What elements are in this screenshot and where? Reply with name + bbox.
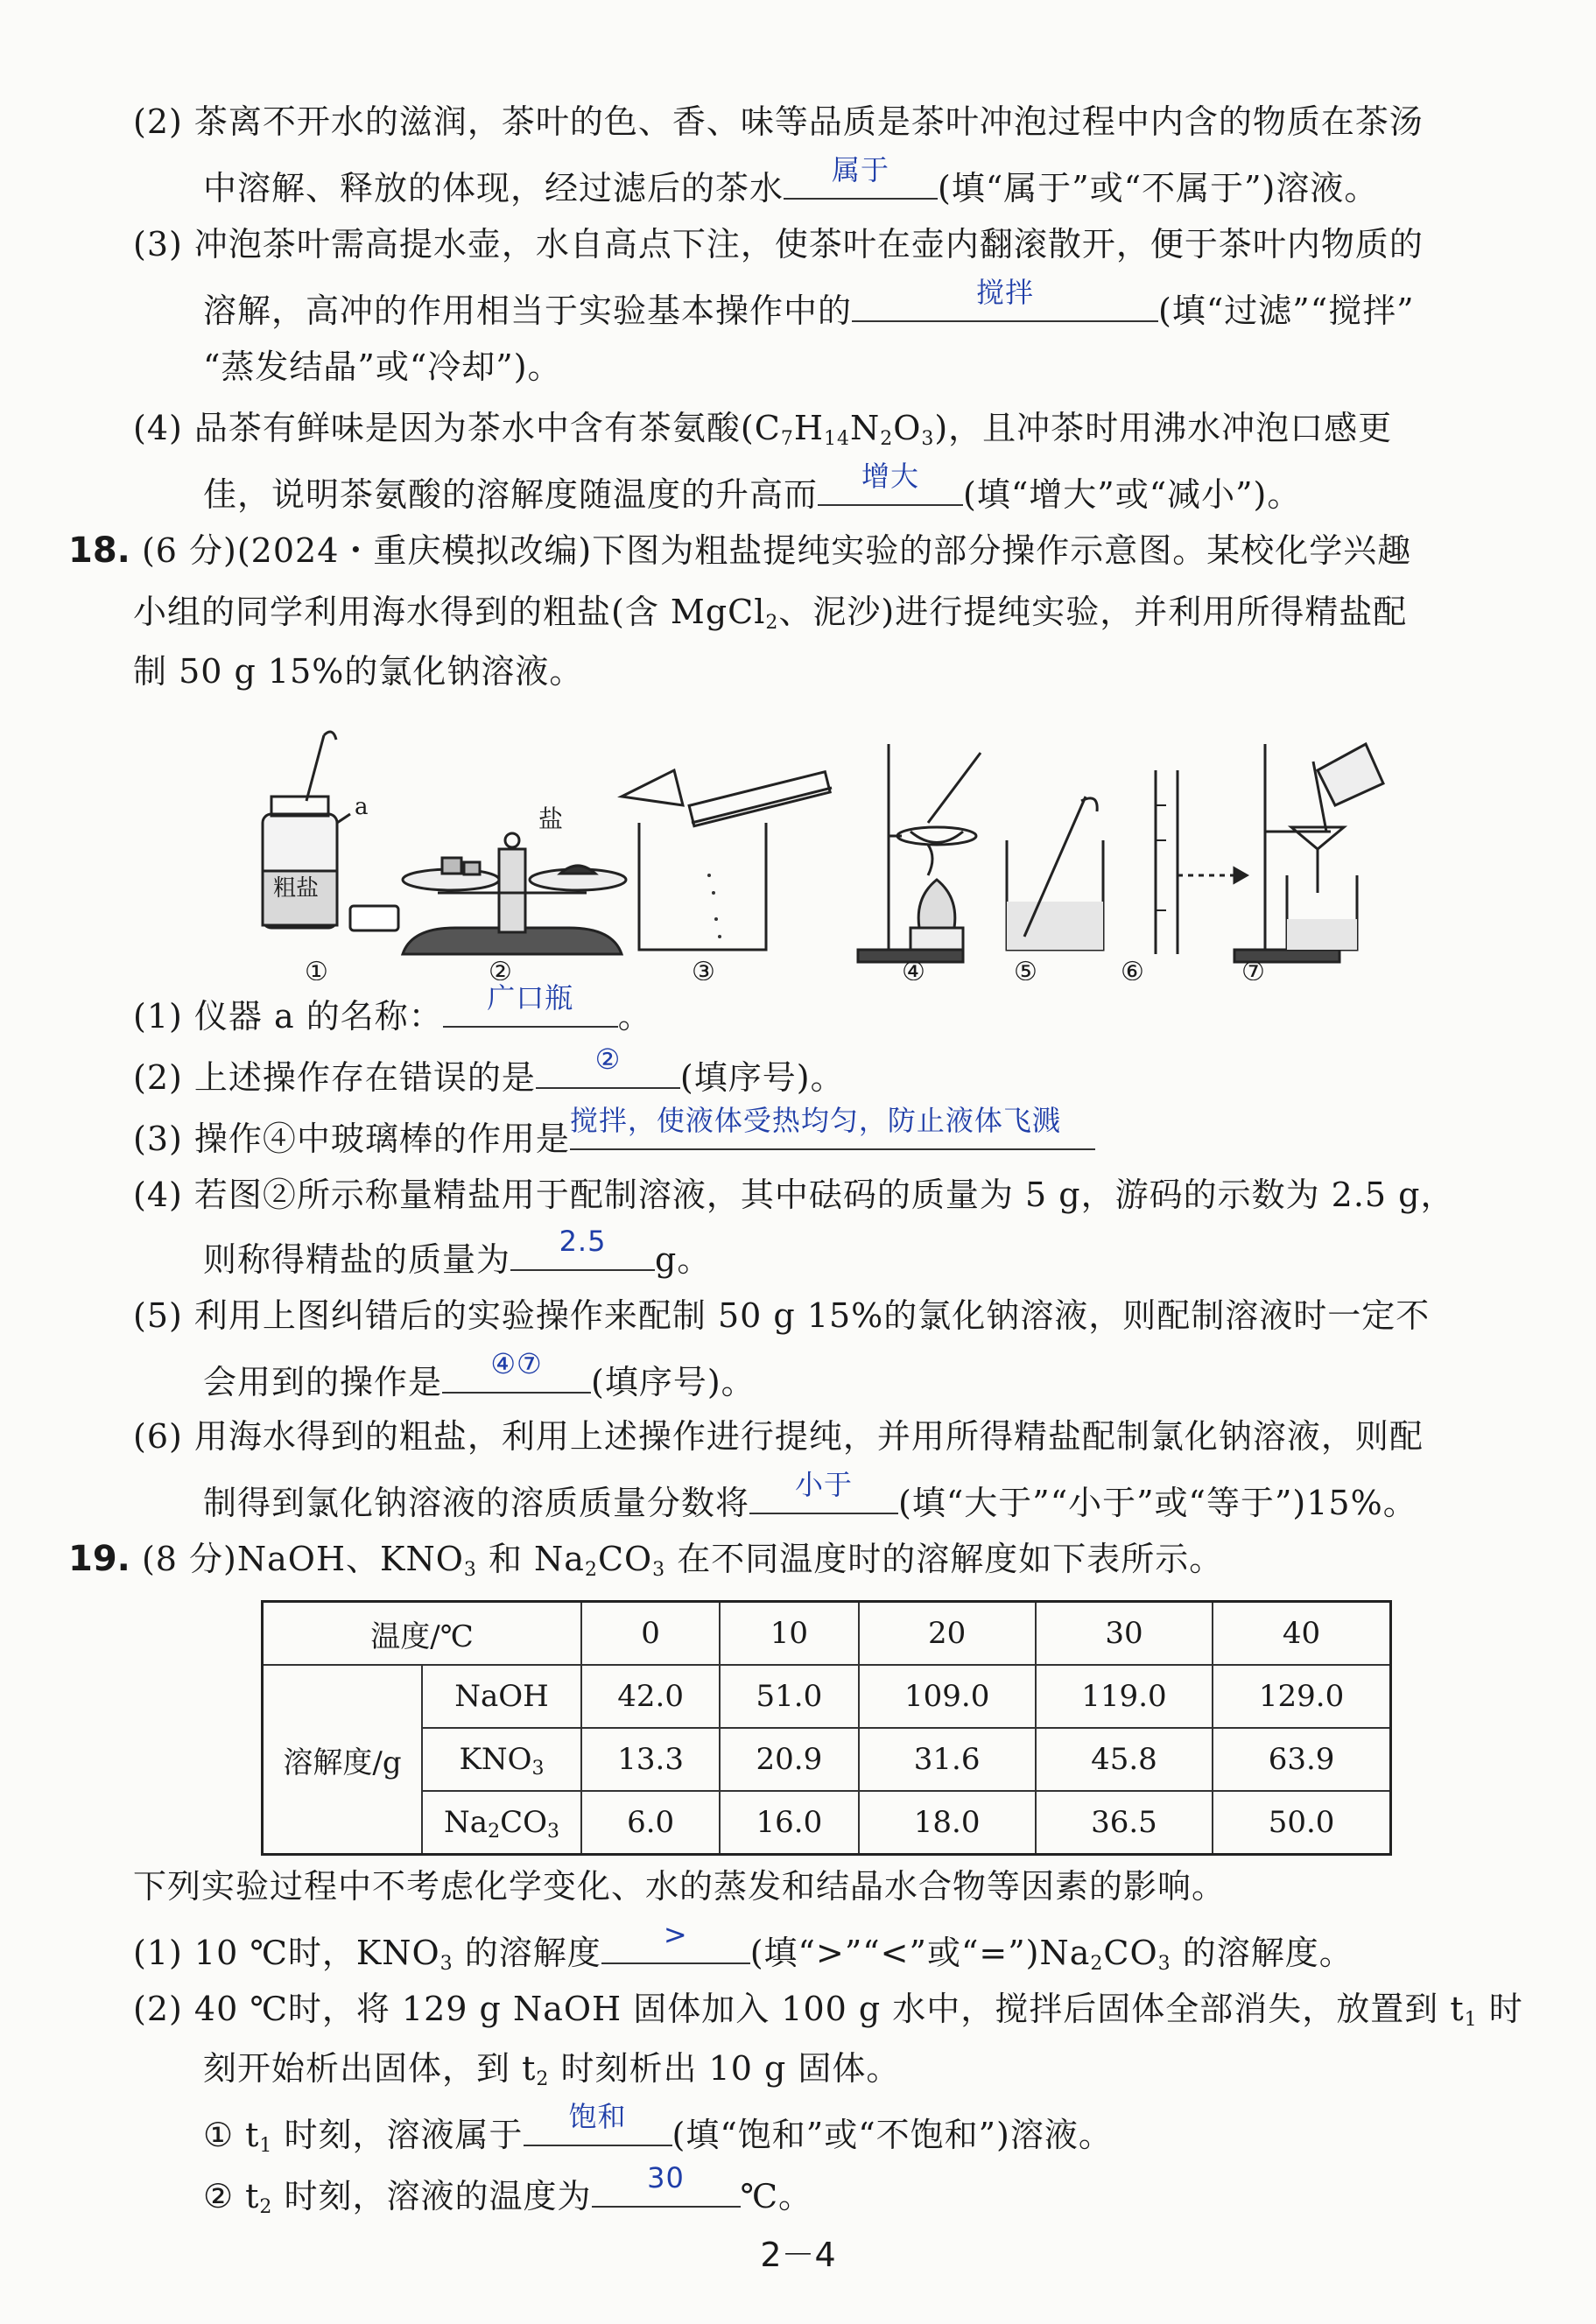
sub: 3 xyxy=(463,1559,477,1581)
q18-4-blank[interactable] xyxy=(510,1225,655,1271)
sub: 3 xyxy=(1157,1953,1171,1975)
cell: 42.0 xyxy=(581,1665,720,1728)
q18-5-line1: (5) 利用上图纠错后的实验操作来配制 50 g 15%的氯化钠溶液，则配制溶液时一定不 xyxy=(133,1296,1431,1335)
q18-line3: 制 50 g 15%的氯化钠溶液。 xyxy=(133,652,584,691)
beaker-pour-icon xyxy=(622,770,832,950)
q17-4-text-post: (填“增大”或“减小”)。 xyxy=(963,475,1302,514)
cell: 36.5 xyxy=(1036,1791,1213,1855)
sub: 1 xyxy=(1464,2009,1478,2031)
q19-2a-mid: 时刻，溶液属于 xyxy=(272,2116,524,2154)
q18-line2 xyxy=(133,588,1407,635)
salt-label: 盐 xyxy=(538,804,564,833)
q18-6-line2 xyxy=(203,1468,1417,1527)
substance-naoh: NaOH xyxy=(422,1665,581,1728)
sub: 3 xyxy=(546,1821,559,1843)
q18-5-line2 xyxy=(203,1347,756,1406)
q19-2a-line xyxy=(203,2100,1113,2159)
q17-4-text: (4) 品茶有鲜味是因为茶水中含有茶氨酸(C xyxy=(133,409,781,447)
q19-2-text: (2) 40 ℃时，将 129 g NaOH 固体加入 100 g 水中，搅拌后固体全部消失，放置到 t xyxy=(133,1990,1465,2028)
q19-2b-answer: 30 xyxy=(647,2161,685,2194)
q18-5-blank[interactable] xyxy=(442,1347,591,1394)
q19-2b-text: ② t xyxy=(203,2177,260,2215)
q19-1-post3: 的溶解度。 xyxy=(1171,1934,1353,1972)
header-temp-0: 0 xyxy=(581,1602,720,1666)
q19-2-line2-post: 时刻析出 10 g 固体。 xyxy=(549,2049,901,2088)
q19-intro-post: 在不同温度时的溶解度如下表所示。 xyxy=(665,1540,1224,1578)
q18-text2-post: 、泥沙)进行提纯实验，并利用所得精盐配 xyxy=(778,593,1408,631)
q18-4-line1: (4) 若图②所示称量精盐用于配制溶液，其中砝码的质量为 5 g，游码的示数为 2.5 g， xyxy=(133,1176,1455,1214)
sub: 2 xyxy=(880,428,894,450)
q18-5-answer: ④⑦ xyxy=(490,1347,543,1380)
sub: 3 xyxy=(439,1953,453,1975)
q17-4-answer: 增大 xyxy=(861,460,920,493)
q18-6-blank[interactable] xyxy=(749,1468,898,1514)
q18-3-text: (3) 操作④中玻璃棒的作用是 xyxy=(133,1120,570,1158)
q19-1-answer: > xyxy=(663,1918,688,1951)
sub: 2 xyxy=(584,1559,598,1581)
cell: 51.0 xyxy=(720,1665,858,1728)
q19-intro-mid2: CO xyxy=(597,1540,653,1578)
q18-2-blank[interactable] xyxy=(536,1043,680,1089)
solubility-table xyxy=(261,1600,1392,1856)
formula-part: KNO xyxy=(459,1742,532,1777)
fig-label-3: ③ xyxy=(692,957,715,980)
measure-reading-icon xyxy=(1156,770,1247,954)
fig-label-7: ⑦ xyxy=(1241,957,1265,980)
balance-scale-icon xyxy=(403,833,626,954)
q19-1-post: (填“>”“<”或“=”)Na xyxy=(749,1934,1091,1972)
sub: 3 xyxy=(921,428,935,450)
filtration-setup-icon xyxy=(1234,744,1383,962)
fig-label-6: ⑥ xyxy=(1121,957,1144,980)
beaker-stir-icon xyxy=(1007,797,1103,950)
q17-4-line1 xyxy=(133,404,1392,452)
cell: 18.0 xyxy=(859,1791,1036,1855)
fig-label-4: ④ xyxy=(902,957,925,980)
q19-2b-post: ℃。 xyxy=(740,2177,813,2215)
q17-4-blank[interactable] xyxy=(818,460,963,506)
q18-3-line xyxy=(133,1104,1095,1162)
q19-2-line1 xyxy=(133,1985,1523,2033)
q18-5-post: (填序号)。 xyxy=(591,1363,756,1401)
q18-2-answer: ② xyxy=(594,1043,622,1076)
a-label: a xyxy=(355,794,369,820)
q19-1-post2: CO xyxy=(1103,1934,1158,1972)
q17-4-text2: 佳，说明茶氨酸的溶解度随温度的升高而 xyxy=(203,475,819,514)
q19-2-line2-text: 刻开始析出固体，到 t xyxy=(203,2049,537,2088)
table-row xyxy=(263,1665,1391,1728)
cell: 63.9 xyxy=(1213,1728,1390,1791)
q18-text1: (6 分)(2024・重庆模拟改编)下图为粗盐提纯实验的部分操作示意图。某校化学兴趣 xyxy=(141,531,1412,570)
q19-2b-mid: 时刻，溶液的温度为 xyxy=(272,2177,592,2215)
q19-2b-line xyxy=(203,2161,813,2220)
q18-6-text: 制得到氯化钠溶液的溶质质量分数将 xyxy=(203,1484,750,1522)
fig-label-5: ⑤ xyxy=(1014,957,1037,980)
header-temp-10: 10 xyxy=(720,1602,858,1666)
q19-2a-blank[interactable] xyxy=(524,2100,672,2146)
sub: 3 xyxy=(652,1559,666,1581)
q18-1-text: (1) 仪器 a 的名称： xyxy=(133,997,443,1036)
q18-number: 18. xyxy=(68,530,130,571)
q17-2-text: 中溶解、释放的体现，经过滤后的茶水 xyxy=(203,169,784,207)
substance-na2co3 xyxy=(422,1791,581,1855)
q19-2-line2 xyxy=(203,2045,900,2092)
sub: 7 xyxy=(780,428,794,450)
formula-part: H xyxy=(793,409,824,447)
q17-4-line2 xyxy=(203,460,1302,518)
cell: 129.0 xyxy=(1213,1665,1390,1728)
q18-1-blank[interactable] xyxy=(443,981,618,1028)
q17-3-answer: 搅拌 xyxy=(976,276,1035,309)
fig-label-2: ② xyxy=(489,957,512,980)
q17-3-line3: “蒸发结晶”或“冷却”)。 xyxy=(203,348,562,386)
table-row xyxy=(263,1791,1391,1855)
q17-3-blank[interactable] xyxy=(852,276,1158,322)
sub: 2 xyxy=(1090,1953,1104,1975)
sub: 1 xyxy=(259,2135,273,2157)
q18-5-text: 会用到的操作是 xyxy=(203,1363,443,1401)
q17-3-text-post: (填“过滤”“搅拌” xyxy=(1158,291,1415,330)
evaporation-setup-icon xyxy=(858,744,981,962)
q17-3-text: 溶解，高冲的作用相当于实验基本操作中的 xyxy=(203,291,853,330)
apparatus-figure xyxy=(236,718,1410,980)
cell: 31.6 xyxy=(859,1728,1036,1791)
q18-6-answer: 小于 xyxy=(795,1468,854,1501)
q19-intro-mid: 和 Na xyxy=(476,1540,585,1578)
sub: 2 xyxy=(488,1821,501,1843)
q18-3-answer: 搅拌，使液体受热均匀，防止液体飞溅 xyxy=(569,1104,1061,1137)
q19-2a-post: (填“饱和”或“不饱和”)溶液。 xyxy=(671,2116,1113,2154)
cell: 16.0 xyxy=(720,1791,858,1855)
q18-1-post: 。 xyxy=(617,997,652,1036)
q19-number: 19. xyxy=(68,1539,130,1579)
header-temp-40: 40 xyxy=(1213,1602,1390,1666)
q17-2-answer: 属于 xyxy=(832,153,890,186)
q18-2-post: (填序号)。 xyxy=(679,1058,845,1097)
cell: 45.8 xyxy=(1036,1728,1213,1791)
q18-2-line xyxy=(133,1043,845,1101)
q17-2-line1: (2) 茶离不开水的滋润，茶叶的色、香、味等品质是茶叶冲泡过程中内含的物质在茶汤 xyxy=(133,102,1424,141)
q17-4-text-post1: )，且冲茶时用沸水冲泡口感更 xyxy=(934,409,1393,447)
page-number: 2－4 xyxy=(760,2236,836,2274)
q18-4-text: 则称得精盐的质量为 xyxy=(203,1240,511,1279)
q17-2-blank[interactable] xyxy=(784,153,938,200)
header-temp-label: 温度/℃ xyxy=(263,1602,582,1666)
q19-2-text-post: 时 xyxy=(1477,1990,1523,2028)
q19-1-line xyxy=(133,1918,1353,1976)
q19-line1 xyxy=(68,1535,1223,1583)
q18-4-line2 xyxy=(203,1225,712,1283)
q18-line1 xyxy=(68,527,1411,574)
q19-note: 下列实验过程中不考虑化学变化、水的蒸发和结晶水合物等因素的影响。 xyxy=(133,1867,1227,1906)
q18-text2: 小组的同学利用海水得到的粗盐(含 MgCl xyxy=(133,593,766,631)
sub: 3 xyxy=(531,1758,545,1780)
q17-2-text-post: (填“属于”或“不属于”)溶液。 xyxy=(938,169,1379,207)
q18-1-line xyxy=(133,981,652,1040)
q19-intro: (8 分)NaOH、KNO xyxy=(141,1540,464,1578)
q18-3-blank[interactable] xyxy=(569,1104,1095,1150)
header-temp-30: 30 xyxy=(1036,1602,1213,1666)
q17-3-line2 xyxy=(203,276,1415,334)
q18-1-answer: 广口瓶 xyxy=(487,981,574,1015)
q19-1-text2: 的溶解度 xyxy=(453,1934,601,1972)
sub: 14 xyxy=(823,428,850,450)
cell: 20.9 xyxy=(720,1728,858,1791)
formula-part: N xyxy=(849,409,881,447)
substance-kno3 xyxy=(422,1728,581,1791)
sub: 2 xyxy=(765,612,779,634)
sub: 2 xyxy=(259,2196,273,2218)
cell: 6.0 xyxy=(581,1791,720,1855)
cell: 109.0 xyxy=(859,1665,1036,1728)
cell: 119.0 xyxy=(1036,1665,1213,1728)
q19-1-blank[interactable] xyxy=(601,1918,750,1964)
q19-2a-text: ① t xyxy=(203,2116,260,2154)
cell: 50.0 xyxy=(1213,1791,1390,1855)
fig-label-1: ① xyxy=(305,957,328,980)
table-row xyxy=(263,1728,1391,1791)
q18-4-post: g。 xyxy=(655,1240,712,1279)
sub: 2 xyxy=(536,2068,550,2090)
table-header-row xyxy=(263,1602,1391,1666)
cell: 13.3 xyxy=(581,1728,720,1791)
formula-part: Na xyxy=(444,1805,489,1840)
q19-2a-answer: 饱和 xyxy=(568,2100,627,2133)
q18-2-text: (2) 上述操作存在错误的是 xyxy=(133,1058,536,1097)
jar-label: 粗盐 xyxy=(273,875,320,902)
formula-part: O xyxy=(893,409,922,447)
formula-part: CO xyxy=(500,1805,547,1840)
q17-2-line2 xyxy=(203,153,1379,212)
q18-4-answer: 2.5 xyxy=(559,1225,607,1258)
row-group-label: 溶解度/g xyxy=(263,1665,423,1855)
q19-1-text: (1) 10 ℃时，KNO xyxy=(133,1934,440,1972)
q18-6-post: (填“大于”“小于”或“等于”)15%。 xyxy=(898,1484,1417,1522)
header-temp-20: 20 xyxy=(859,1602,1036,1666)
q17-3-line1: (3) 冲泡茶叶需高提水壶，水自高点下注，使茶叶在壶内翻滚散开，便于茶叶内物质的 xyxy=(133,225,1424,263)
q18-6-line1: (6) 用海水得到的粗盐，利用上述操作进行提纯，并用所得精盐配制氯化钠溶液，则配 xyxy=(133,1417,1424,1456)
q19-2b-blank[interactable] xyxy=(592,2161,741,2208)
